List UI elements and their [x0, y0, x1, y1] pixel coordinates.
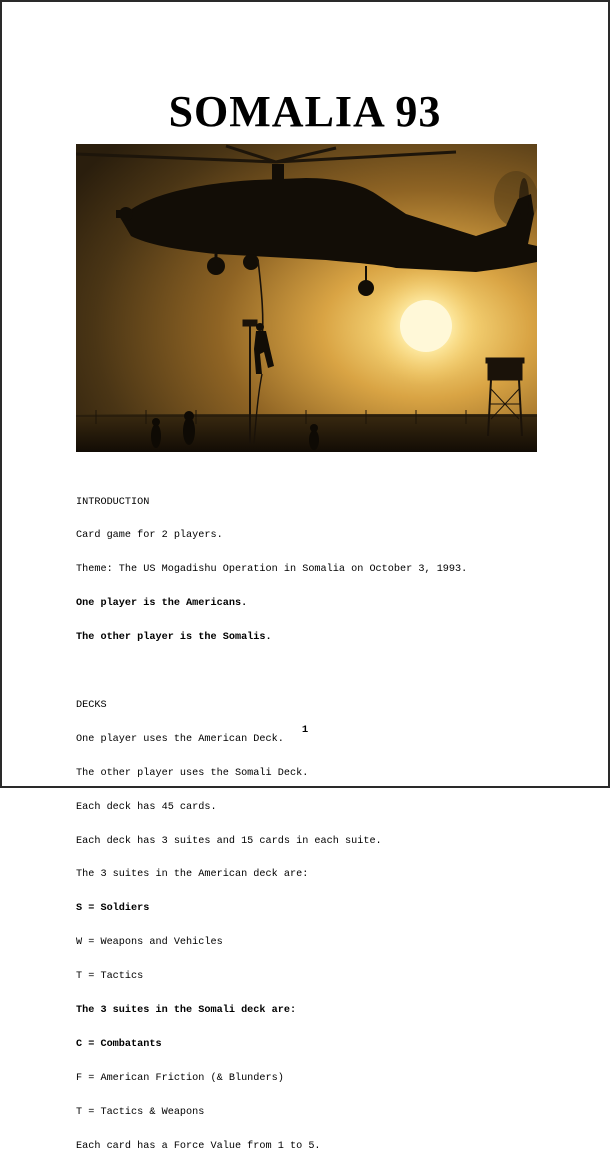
decks-line: W = Weapons and Vehicles: [76, 937, 223, 949]
rules-text: [76, 474, 546, 1174]
decks-line: The other player uses the Somali Deck.: [76, 767, 309, 779]
blank-line: [76, 666, 546, 677]
decks-line: T = Tactics: [76, 971, 144, 983]
intro-line: Theme: The US Mogadishu Operation in Somalia on October 3, 1993.: [76, 564, 468, 576]
page-number: 1: [301, 724, 309, 736]
section-heading-introduction: INTRODUCTION: [76, 496, 150, 508]
decks-line: Each deck has 45 cards.: [76, 801, 217, 813]
decks-line: The 3 suites in the Somali deck are:: [76, 1004, 297, 1016]
decks-line: Each card has a Force Value from 1 to 5.: [76, 1140, 321, 1152]
decks-line: The 3 suites in the American deck are:: [76, 869, 309, 881]
intro-line: Card game for 2 players.: [76, 530, 223, 542]
decks-line: One player uses the American Deck.: [76, 733, 284, 745]
decks-line: C = Combatants: [76, 1038, 162, 1050]
document-title: SOMALIA 93: [168, 87, 442, 136]
decks-line: S = Soldiers: [76, 903, 150, 915]
helicopter-photo: [76, 144, 537, 452]
intro-line: One player is the Americans.: [76, 598, 248, 610]
decks-line: T = Tactics & Weapons: [76, 1106, 205, 1118]
decks-line: F = American Friction (& Blunders): [76, 1072, 284, 1084]
section-heading-decks: DECKS: [76, 699, 107, 711]
intro-line: The other player is the Somalis.: [76, 632, 272, 644]
decks-line: Each deck has 3 suites and 15 cards in each suite.: [76, 835, 382, 847]
